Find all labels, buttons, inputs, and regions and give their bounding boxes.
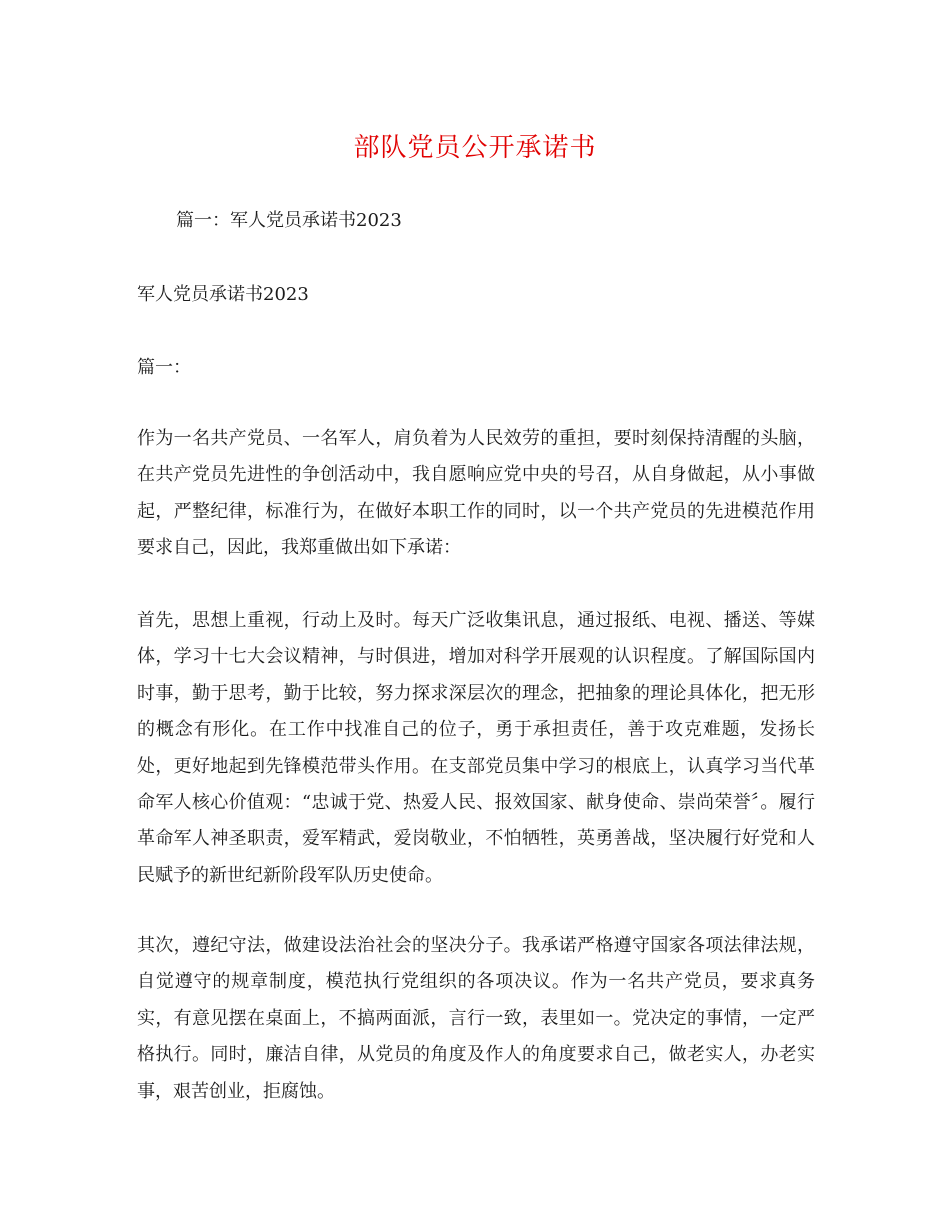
paragraph-1: 作为一名共产党员、一名军人，肩负着为人民效劳的重担，要时刻保持清醒的头脑，在共产党员先进性的争创活动中，我自愿响应党中央的号召，从自身做起，从小事做起，严整纪律，标准行为，在做好本职工作的同时，以一个共产党员的先进模范作用要求自己，因此，我郑重做出如下承诺： (137, 428, 815, 559)
part-label: 篇一： (137, 357, 191, 378)
document-subtitle: 军人党员承诺书2023 (137, 284, 309, 305)
document-title: 部队党员公开承诺书 (353, 133, 597, 163)
section-heading: 篇一：军人党员承诺书2023 (176, 210, 402, 231)
paragraph-3: 其次，遵纪守法，做建设法治社会的坚决分子。我承诺严格遵守国家各项法律法规，自觉遵守的规章制度，模范执行党组织的各项决议。作为一名共产党员，要求真务实，有意见摆在桌面上，不搞两面派，言行一致，表里如一。党决定的事情，一定严格执行。同时，廉洁自律，从党员的角度及作人的角度要求自己，做老实人，办老实事，艰苦创业，拒腐蚀。 (137, 935, 815, 1102)
paragraph-2: 首先，思想上重视，行动上及时。每天广泛收集讯息，通过报纸、电视、播送、等媒体，学习十七大会议精神，与时俱进，增加对科学开展观的认识程度。了解国际国内时事，勤于思考，勤于比较，努力探求深层次的理念，把抽象的理论具体化，把无形的概念有形化。在工作中找准自己的位子，勇于承担责任，善于攻克难题，发扬长处，更好地起到先锋模范带头作用。在支部党员集中学习的根底上，认真学习当代革命军人核心价值观：“忠诚于党、热爱人民、报效国家、献身使命、崇尚荣誉〞。履行革命军人神圣职责，爱军精武，爱岗敬业，不怕牺牲，英勇善战，坚决履行好党和人民赋予的新世纪新阶段军队历史使命。 (137, 610, 815, 886)
